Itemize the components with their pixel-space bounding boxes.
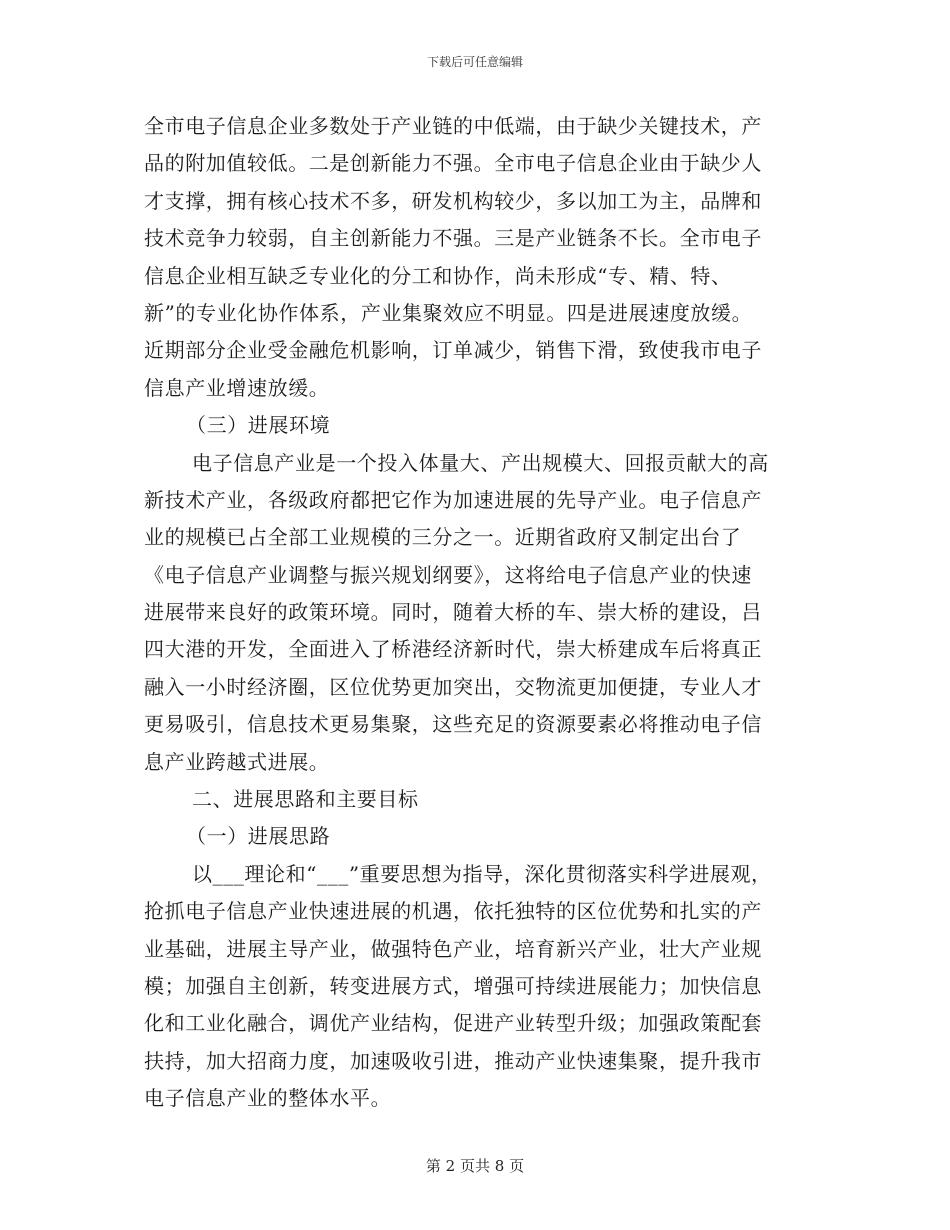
text-line: 以___理论和“___”重要思想为指导，深化贯彻落实科学进展观， [192, 861, 772, 886]
text-line: 才支撑，拥有核心技术不多，研发机构较少，多以加工为主，品牌和 [144, 188, 762, 213]
text-line: 进展带来良好的政策环境。同时，随着大桥的车、崇大桥的建设，吕 [144, 600, 762, 625]
text-line: 《电子信息产业调整与振兴规划纲要》，这将给电子信息产业的快速 [144, 562, 752, 587]
text-line: 新”的专业化协作体系，产业集聚效应不明显。四是进展速度放缓。 [144, 300, 753, 325]
text-line: 模；加强自主创新，转变进展方式，增强可持续进展能力；加快信息 [144, 973, 762, 998]
document-body [144, 108, 814, 1118]
text-line: 品的附加值较低。二是创新能力不强。全市电子信息企业由于缺少人 [144, 151, 762, 176]
text-line: 融入一小时经济圈，区位优势更加突出，交物流更加便捷，专业人才 [144, 674, 762, 699]
text-line: 电子信息产业是一个投入体量大、产出规模大、回报贡献大的高 [192, 450, 769, 475]
text-line: 化和工业化融合，调优产业结构，促进产业转型升级；加强政策配套 [144, 1011, 762, 1036]
text-line: 近期部分企业受金融危机影响，订单减少，销售下滑，致使我市电子 [144, 338, 762, 363]
text-line: 电子信息产业的整体水平。 [144, 1086, 392, 1111]
text-line: 息产业跨越式进展。 [144, 749, 330, 774]
text-line: 二、进展思路和主要目标 [192, 787, 419, 812]
text-line: 技术竞争力较弱，自主创新能力不强。三是产业链条不长。全市电子 [144, 226, 762, 251]
text-line: 业基础，进展主导产业，做强特色产业，培育新兴产业，壮大产业规 [144, 936, 762, 961]
text-line: 信息企业相互缺乏专业化的分工和协作，尚未形成“专、精、特、 [144, 263, 732, 288]
text-line: 业的规模已占全部工业规模的三分之一。近期省政府又制定出台了 [144, 525, 742, 550]
text-line: 新技术产业，各级政府都把它作为加速进展的先导产业。电子信息产 [144, 487, 762, 512]
text-line: 四大港的开发，全面进入了桥港经济新时代，崇大桥建成车后将真正 [144, 637, 762, 662]
text-line: （一）进展思路 [186, 824, 331, 849]
text-line: 扶持，加大招商力度，加速吸收引进，推动产业快速集聚，提升我市 [144, 1048, 762, 1073]
text-line: 信息产业增速放缓。 [144, 375, 330, 400]
page-number: 第 2 页共 8 页 [425, 1157, 525, 1175]
page-header: 下载后可任意编辑 [426, 55, 523, 69]
text-line: 全市电子信息企业多数处于产业链的中低端，由于缺少关键技术，产 [144, 114, 762, 138]
text-line: （三）进展环境 [186, 413, 331, 438]
text-line: 抢抓电子信息产业快速进展的机遇，依托独特的区位优势和扎实的产 [144, 899, 762, 924]
text-line: 更易吸引，信息技术更易集聚，这些充足的资源要素必将推动电子信 [144, 712, 762, 737]
